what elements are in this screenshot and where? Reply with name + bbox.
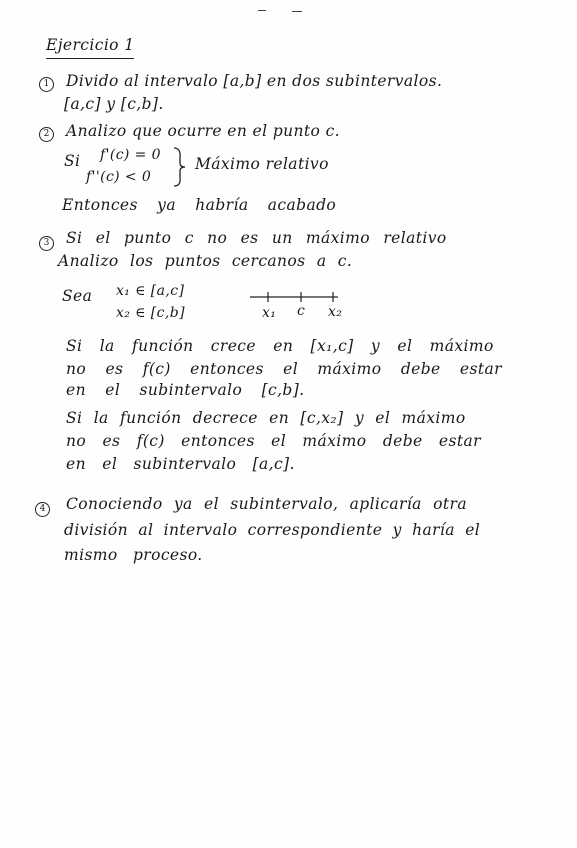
- step2-condition-1: f'(c) = 0: [100, 147, 161, 163]
- step-number-2: 2: [39, 127, 54, 142]
- scan-mark: [258, 10, 266, 11]
- step3-def-x2: x₂ ∈ [c,b]: [116, 305, 185, 321]
- step4-line2: división al intervalo correspondiente y haría el: [64, 521, 481, 539]
- step3-para2-line2: no es f(c) entonces el máximo debe estar: [66, 432, 481, 450]
- step3-line2: Analizo los puntos cercanos a c.: [58, 252, 353, 270]
- step4-line3: mismo proceso.: [64, 546, 203, 564]
- step3-line1: Si el punto c no es un máximo relativo: [66, 229, 447, 247]
- step-number-4: 4: [35, 502, 50, 517]
- step4-line1: Conociendo ya el subintervalo, aplicaría otra: [66, 495, 467, 513]
- axis-label-c: c: [297, 303, 306, 319]
- title-underline: [46, 58, 134, 59]
- axis-label-x2: x₂: [328, 304, 343, 320]
- right-brace: [172, 146, 186, 188]
- step2-after: Entonces ya habría acabado: [62, 196, 337, 214]
- step3-para1-line2: no es f(c) entonces el máximo debe estar: [66, 360, 502, 378]
- step2-condition-2: f''(c) < 0: [86, 169, 152, 185]
- step2-result: Máximo relativo: [195, 155, 329, 173]
- step3-sea: Sea: [62, 287, 93, 305]
- axis-label-x1: x₁: [262, 305, 277, 321]
- step1-line1: Divido al intervalo [a,b] en dos subintervalos.: [66, 72, 443, 90]
- step3-para2-line1: Si la función decrece en [c,x₂] y el máximo: [66, 409, 466, 427]
- scan-mark: [292, 11, 302, 12]
- step-number-1: 1: [39, 77, 54, 92]
- step3-def-x1: x₁ ∈ [a,c]: [116, 283, 185, 299]
- step-number-3: 3: [39, 236, 54, 251]
- step1-line2: [a,c] y [c,b].: [64, 95, 164, 113]
- step3-para1-line3: en el subintervalo [c,b].: [66, 381, 305, 399]
- step3-para1-line1: Si la función crece en [x₁,c] y el máximo: [66, 337, 494, 355]
- step2-line1: Analizo que ocurre en el punto c.: [66, 122, 340, 140]
- step3-para2-line3: en el subintervalo [a,c].: [66, 455, 295, 473]
- step2-si: Si: [64, 152, 81, 170]
- page-title: Ejercicio 1: [46, 36, 135, 54]
